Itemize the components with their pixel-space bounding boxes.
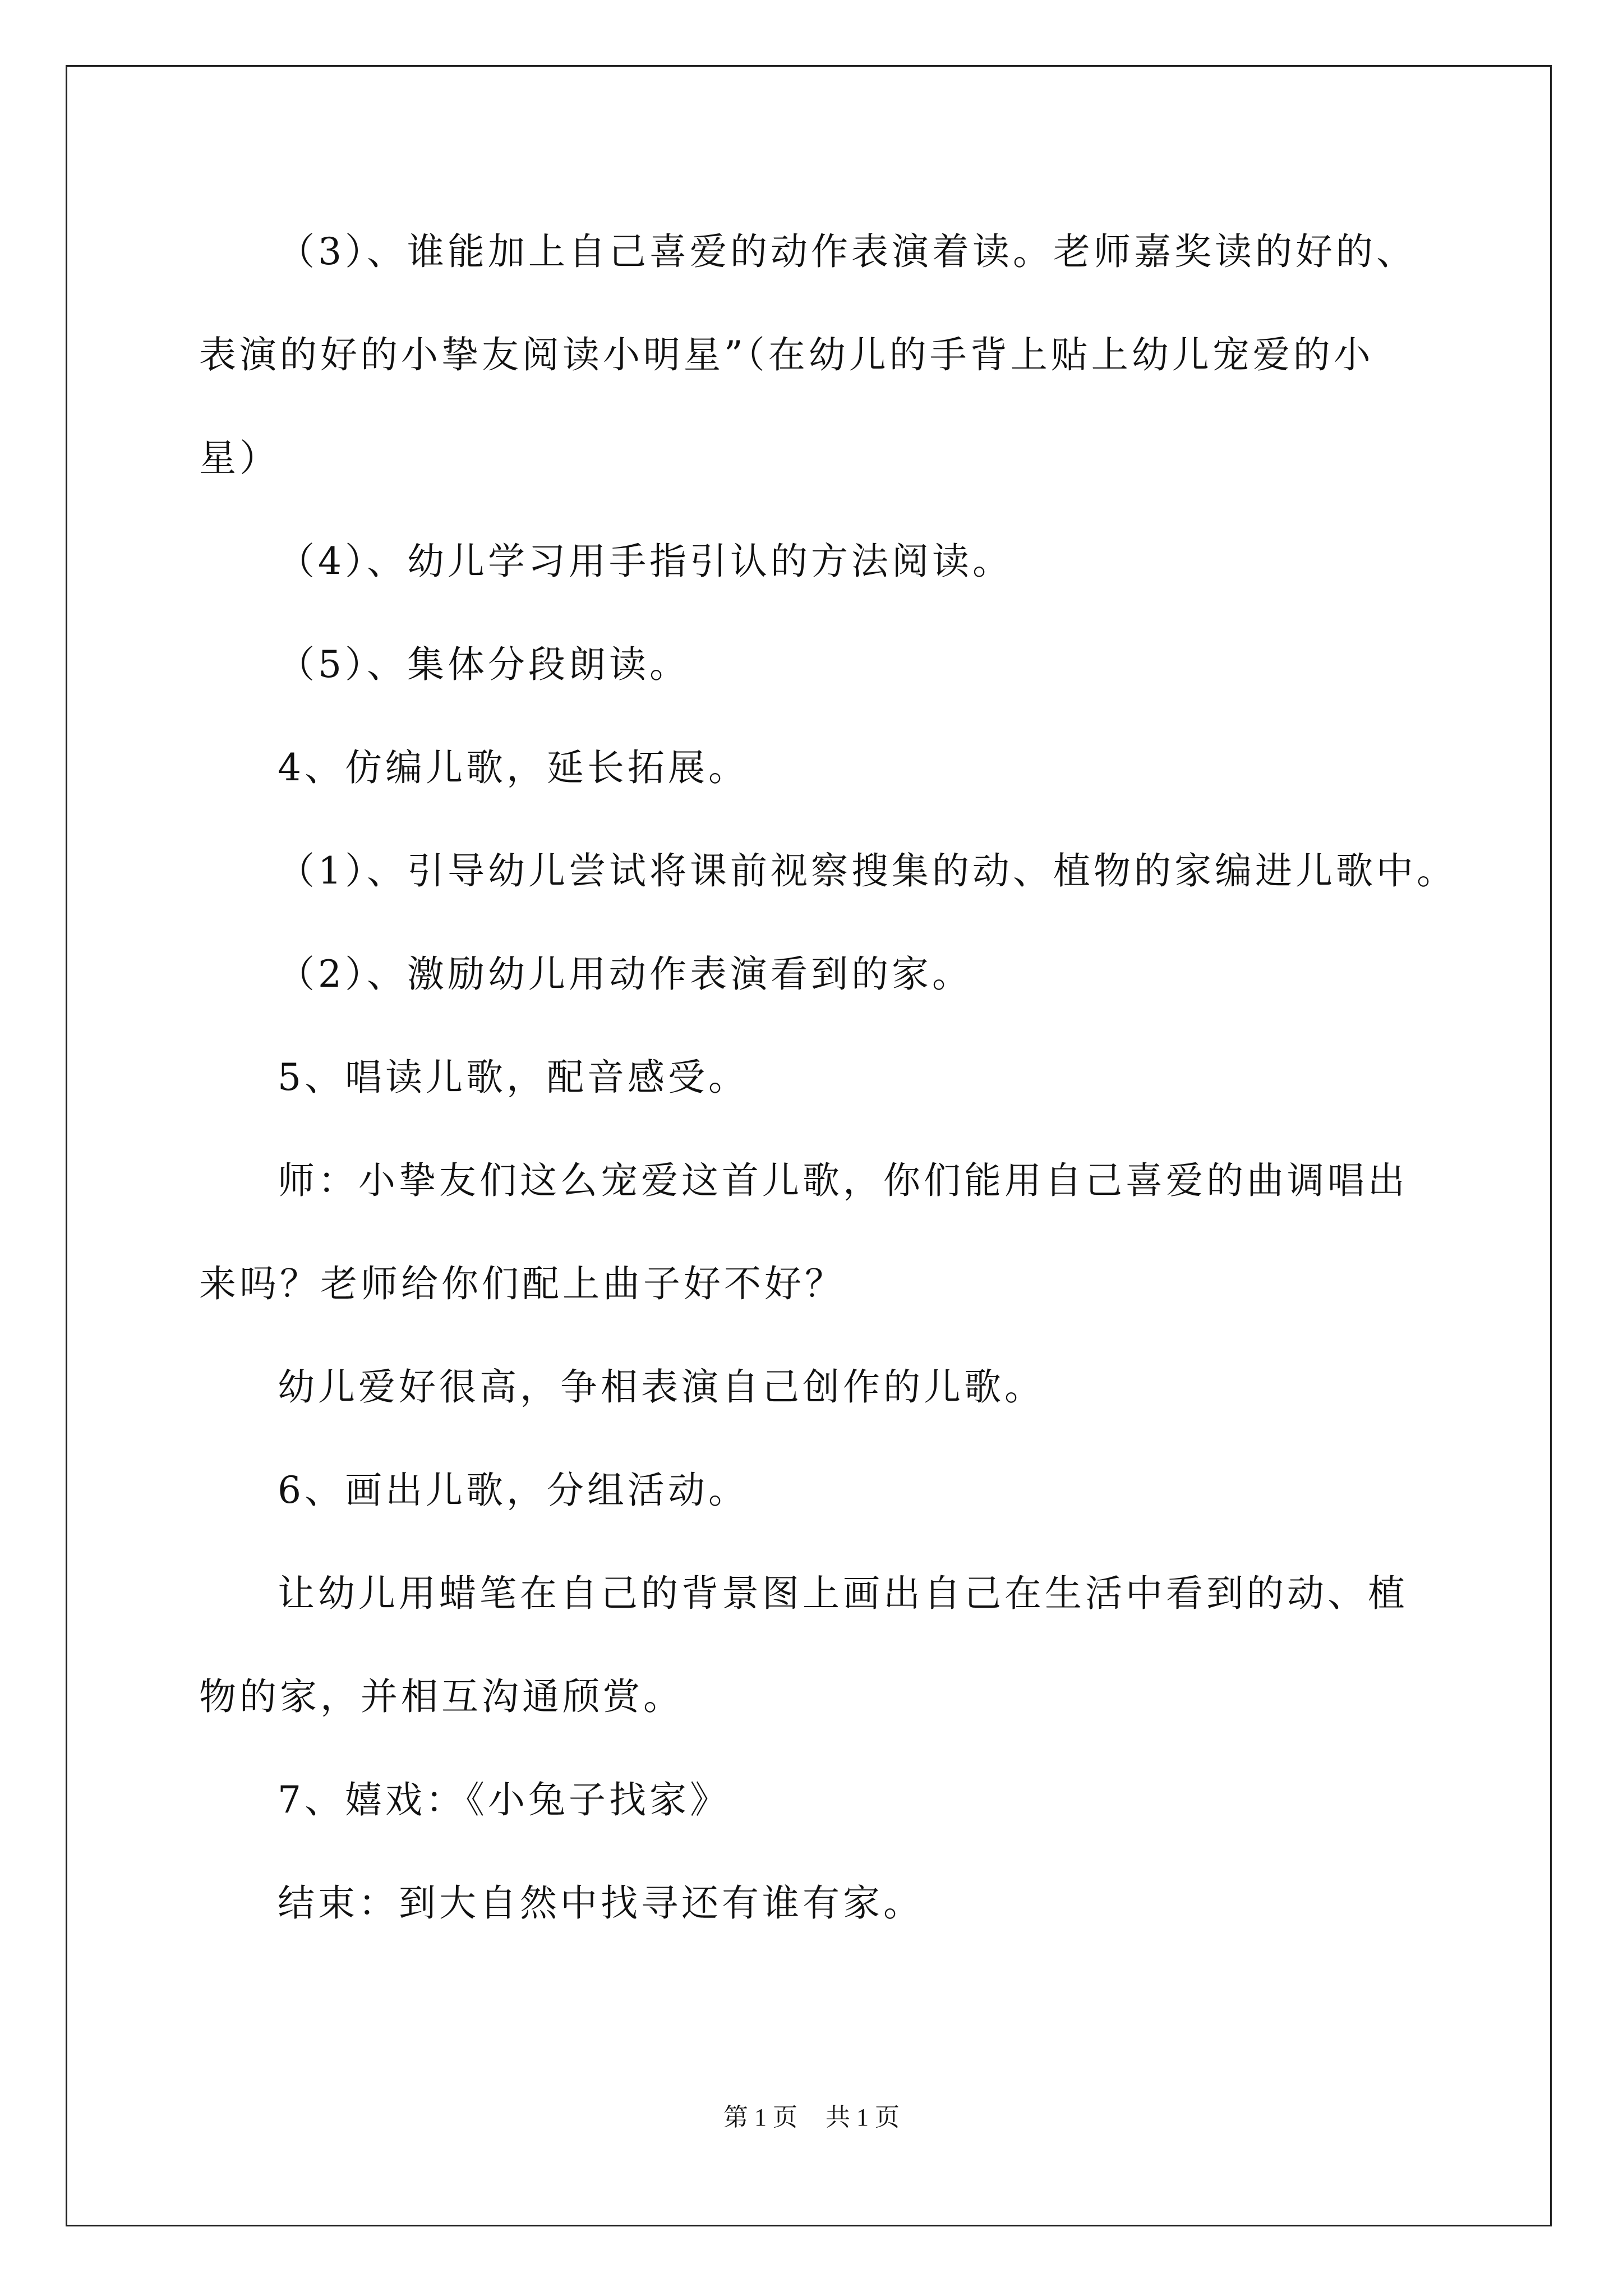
- section-heading-7: [199, 1767, 1444, 1833]
- paragraph-teacher: [199, 1148, 1444, 1317]
- page-number: 第 1 页: [723, 2104, 797, 2131]
- paragraph-line: 6、画出儿歌，分组活动。: [278, 1469, 749, 1512]
- paragraph-3-5: [199, 632, 1444, 697]
- document-body: [199, 219, 1457, 1973]
- paragraph-line: 5、唱读儿歌，配音感受。: [278, 1056, 749, 1099]
- paragraph-ending: [199, 1870, 1444, 1936]
- paragraph-3-4: [199, 528, 1444, 594]
- paragraph-line: 物的家，并相互沟通颀赏。: [199, 1675, 684, 1718]
- paragraph-line: 表演的好的小挚友阅读小明星”（在幼儿的手背上贴上幼儿宠爱的小: [199, 333, 1374, 376]
- paragraph-line: 7、嬉戏：《小兔子找家》: [278, 1778, 730, 1821]
- paragraph-line: （3）、谁能加上自己喜爱的动作表演着读。老师嘉奖读的好的、: [278, 230, 1417, 273]
- paragraph-line: 来吗？老师给你们配上曲子好不好？: [199, 1262, 845, 1305]
- page-footer: [0, 2097, 1623, 2133]
- section-heading-4: [199, 735, 1444, 800]
- paragraph-line: 让幼儿用蜡笔在自己的背景图上画出自己在生活中看到的动、植: [278, 1572, 1408, 1615]
- paragraph-line: （1）、引导幼儿尝试将课前视察搜集的动、植物的家编进儿歌中。: [278, 849, 1457, 892]
- paragraph-line: 幼儿爱好很高，争相表演自己创作的儿歌。: [278, 1365, 1045, 1409]
- paragraph-line: （4）、幼儿学习用手指引认的方法阅读。: [278, 540, 1013, 583]
- paragraph-line: 星）: [199, 436, 280, 480]
- paragraph-4-2: [199, 941, 1444, 1007]
- paragraph-line: （5）、集体分段朗读。: [278, 643, 690, 686]
- paragraph-children-interest: [199, 1354, 1444, 1420]
- page-total: 共 1 页: [826, 2104, 900, 2131]
- paragraph-line: 4、仿编儿歌，延长拓展。: [278, 746, 749, 789]
- paragraph-line: 师：小挚友们这么宠爱这首儿歌，你们能用自己喜爱的曲调唱出: [278, 1159, 1408, 1202]
- section-heading-5: [199, 1045, 1444, 1110]
- section-heading-6: [199, 1457, 1444, 1523]
- paragraph-4-1: [199, 838, 1457, 904]
- paragraph-line: 结束：到大自然中找寻还有谁有家。: [278, 1881, 924, 1925]
- paragraph-line: （2）、激励幼儿用动作表演看到的家。: [278, 953, 972, 996]
- paragraph-drawing: [199, 1561, 1444, 1729]
- paragraph-3-3: [199, 219, 1444, 491]
